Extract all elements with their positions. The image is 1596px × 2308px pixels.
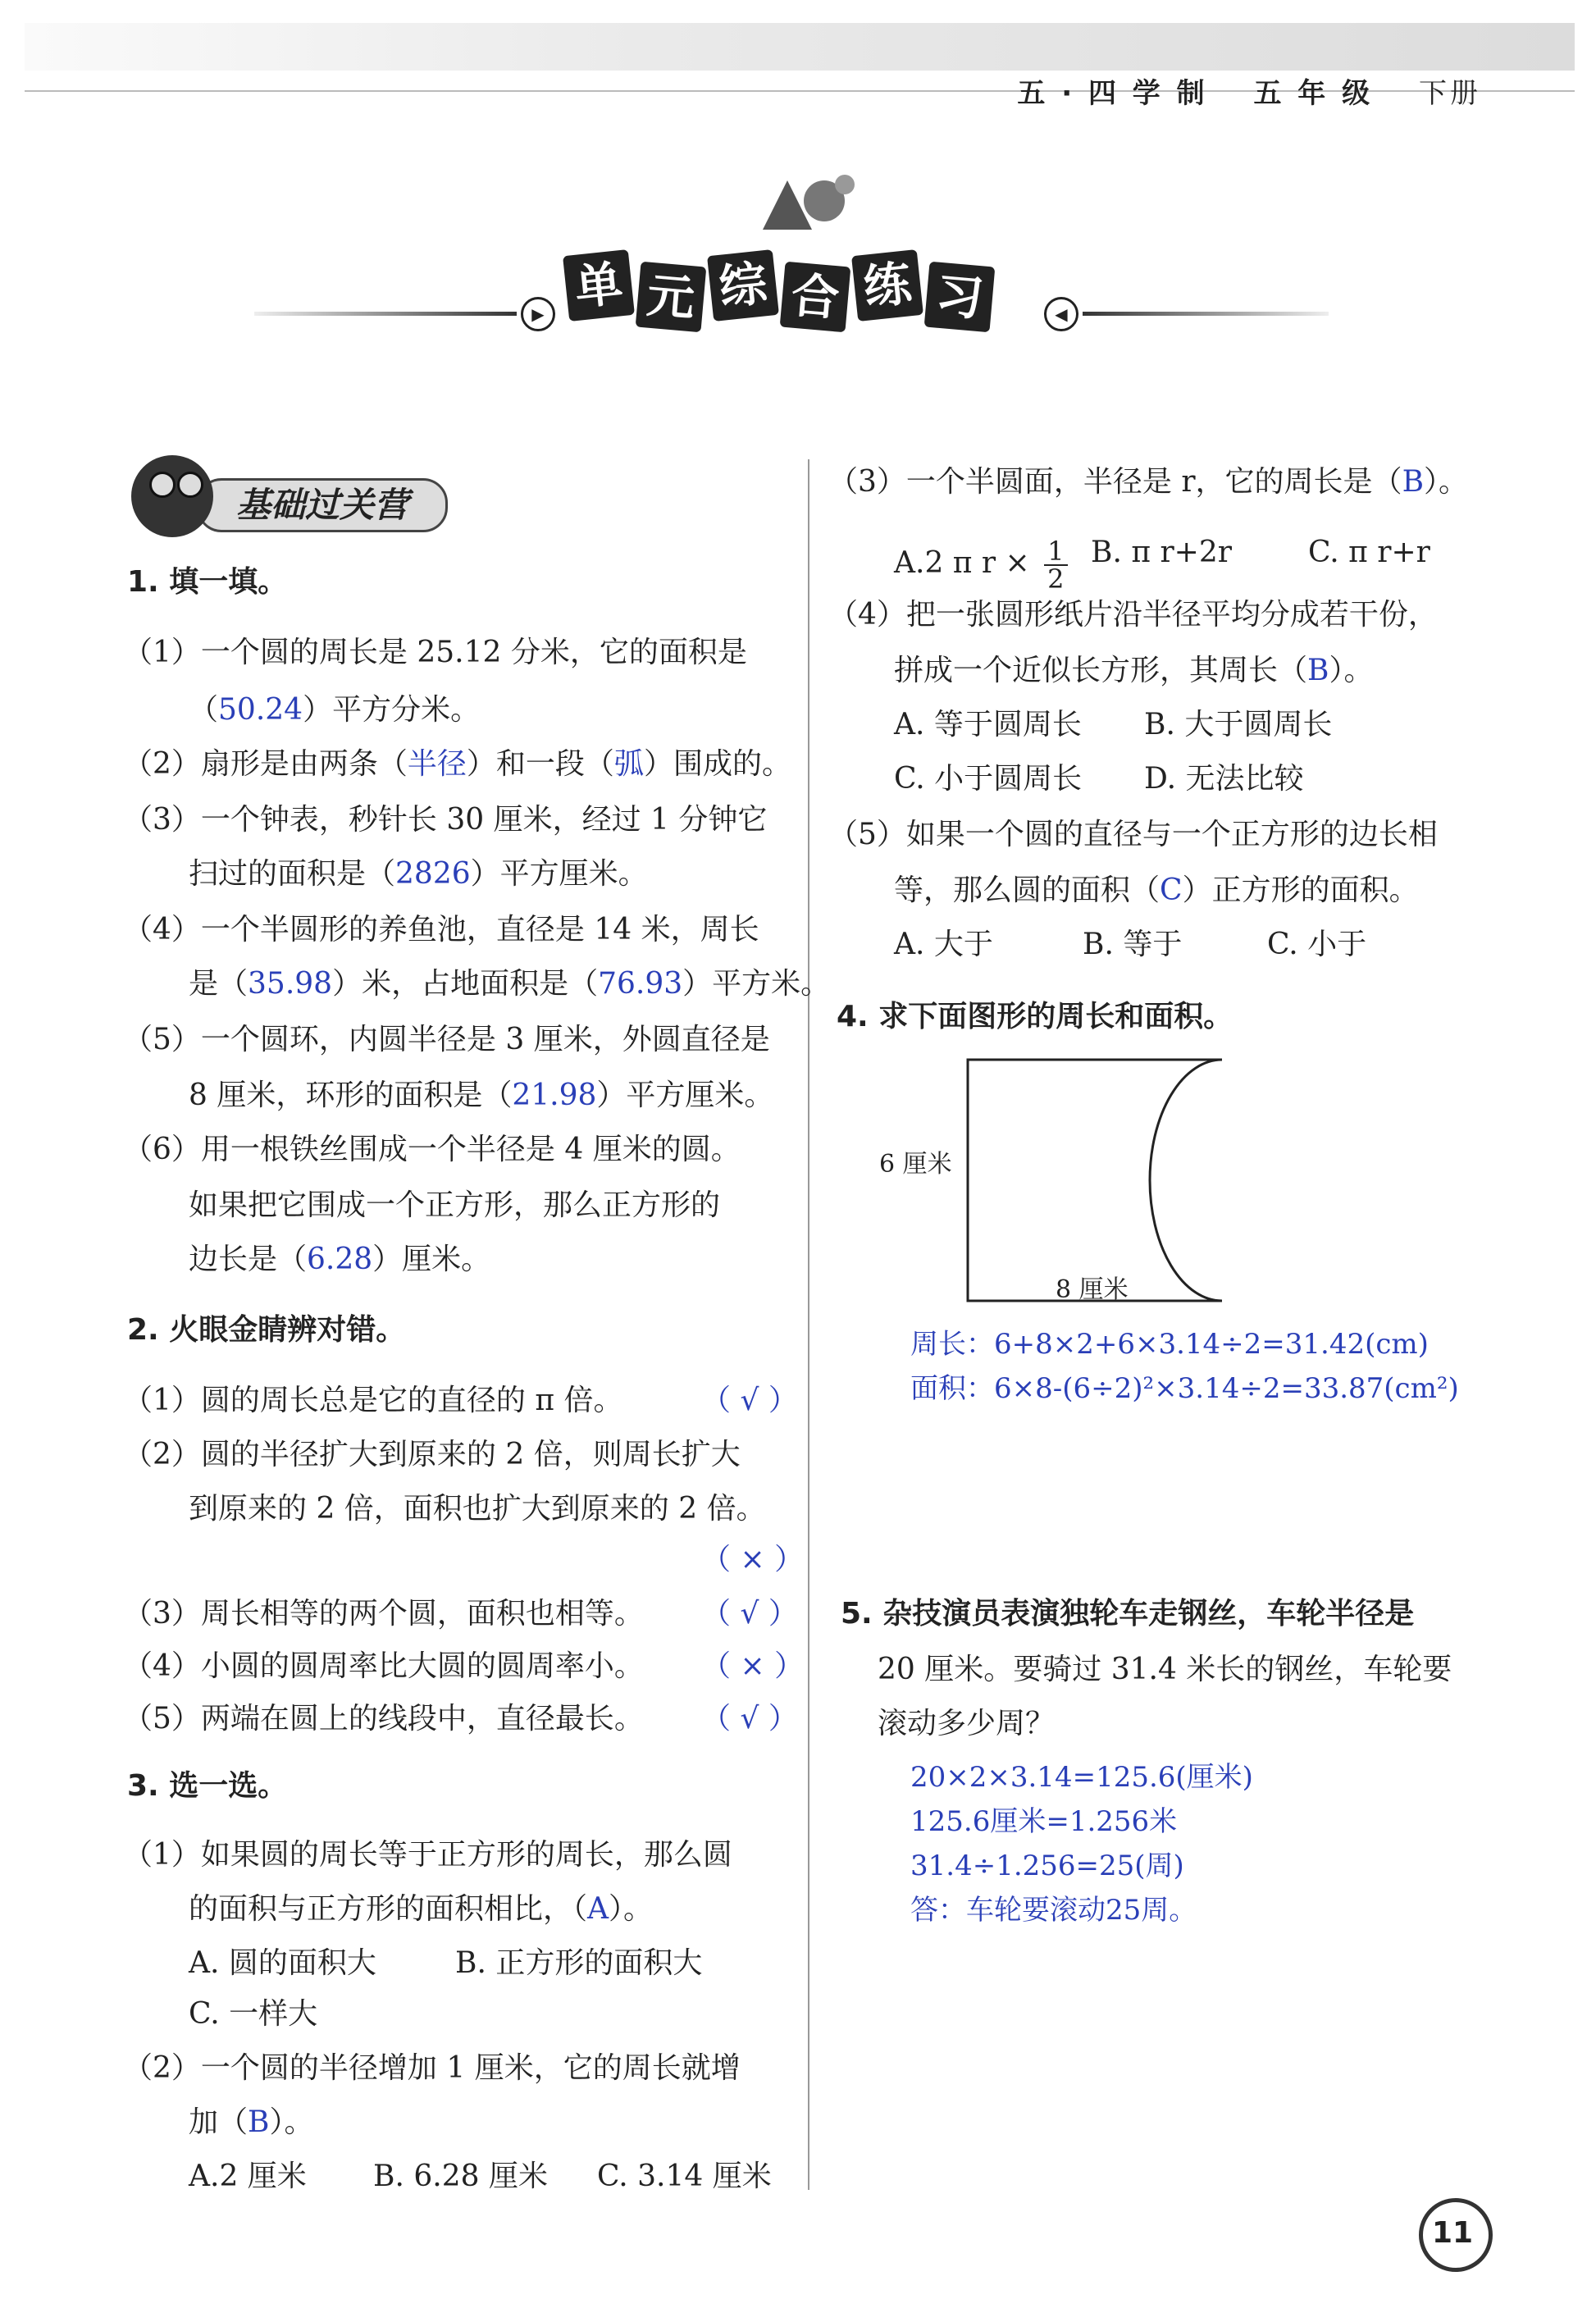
q3-line: 的面积与正方形的面积相比，（A）。 bbox=[189, 1892, 654, 1926]
q3-option: C. π r+r bbox=[1308, 536, 1430, 569]
banner-char: 合 bbox=[780, 262, 851, 333]
banner-char: 元 bbox=[636, 262, 707, 333]
fraction: $\frac{1}{2}$ bbox=[1044, 538, 1067, 592]
q3-line: （5）如果一个圆的直径与一个正方形的边长相 bbox=[828, 818, 1438, 851]
q5-line: 5. 杂技演员表演独轮车走钢丝，车轮半径是 bbox=[841, 1597, 1415, 1631]
q1-title: 1. 填一填。 bbox=[127, 565, 288, 599]
q3-line: 等，那么圆的面积（C）正方形的面积。 bbox=[894, 873, 1419, 907]
q2-item: 到原来的 2 倍，面积也扩大到原来的 2 倍。 bbox=[189, 1492, 766, 1526]
answer: 半径 bbox=[407, 747, 467, 781]
answer: 35.98 bbox=[248, 967, 333, 1001]
q1-line: （2）扇形是由两条（半径）和一段（弧）围成的。 bbox=[123, 747, 791, 781]
banner-title bbox=[566, 253, 992, 330]
q3-option: C. 一样大 bbox=[189, 1997, 318, 2031]
banner-char: 单 bbox=[563, 249, 635, 322]
banner-char: 综 bbox=[707, 249, 779, 322]
q4-answer-perimeter: 周长：6+8×2+6×3.14÷2=31.42(cm) bbox=[910, 1328, 1429, 1361]
q4-title: 4. 求下面图形的周长和面积。 bbox=[837, 1000, 1233, 1033]
q5-answer: 31.4÷1.256=25(周) bbox=[910, 1850, 1184, 1882]
answer: 50.24 bbox=[218, 693, 303, 727]
answer: A bbox=[587, 1892, 609, 1926]
q3-option: D. 无法比较 bbox=[1144, 762, 1304, 796]
page-number-badge bbox=[1419, 2198, 1493, 2272]
q3-option: C. 小于圆周长 bbox=[894, 762, 1083, 796]
answer: 2826 bbox=[395, 857, 471, 891]
frog-icon bbox=[131, 455, 213, 537]
banner-rule-left bbox=[254, 312, 517, 316]
q3-option: A. 圆的面积大 bbox=[189, 1946, 376, 1980]
page-number: 11 bbox=[1432, 2216, 1474, 2250]
section-badge bbox=[131, 455, 459, 537]
header-band bbox=[25, 23, 1575, 71]
header-volume: 下册 bbox=[1419, 77, 1481, 110]
arrow-right-icon: ▶ bbox=[521, 297, 555, 331]
frog-eye-icon bbox=[177, 472, 203, 498]
q3-line: 加（B）。 bbox=[189, 2105, 314, 2139]
header-system: 五 · 四 学 制 bbox=[1017, 77, 1208, 110]
q4-answer-area: 面积：6×8-(6÷2)²×3.14÷2=33.87(cm²) bbox=[910, 1372, 1459, 1405]
q1-line: （4）一个半圆形的养鱼池，直径是 14 米，周长 bbox=[123, 913, 759, 946]
banner-char: 习 bbox=[924, 262, 996, 333]
rectangle-minus-semicircle-shape bbox=[968, 1060, 1222, 1304]
banner-char: 练 bbox=[851, 249, 923, 322]
judge-mark: （ × ） bbox=[701, 1543, 805, 1576]
header-grade: 五 年 级 bbox=[1253, 77, 1374, 110]
answer: C bbox=[1160, 873, 1183, 907]
answer: B bbox=[1307, 654, 1329, 687]
q3-line: （2）一个圆的半径增加 1 厘米，它的周长就增 bbox=[123, 2051, 741, 2085]
q1-line: 8 厘米，环形的面积是（21.98）平方厘米。 bbox=[189, 1079, 774, 1112]
q3-option: C. 小于 bbox=[1267, 928, 1367, 961]
q3-option: A.2 π r × $\frac{1}{2}$ bbox=[894, 538, 1068, 592]
q3-option: B. 正方形的面积大 bbox=[455, 1946, 703, 1980]
judge-mark: （ × ） bbox=[701, 1649, 805, 1683]
column-divider bbox=[808, 459, 809, 2190]
q2-item: （1）圆的周长总是它的直径的 π 倍。 bbox=[123, 1384, 623, 1417]
frog-eye-icon bbox=[149, 472, 176, 498]
q5-line: 滚动多少周？ bbox=[878, 1707, 1056, 1740]
q1-line: 扫过的面积是（2826）平方厘米。 bbox=[189, 857, 648, 891]
judge-mark: （ √ ） bbox=[701, 1702, 798, 1736]
q3-option: B. π r+2r bbox=[1091, 536, 1232, 569]
q2-item: （5）两端在圆上的线段中，直径最长。 bbox=[123, 1702, 644, 1736]
unit-banner bbox=[246, 238, 1329, 336]
section-title: 基础过关营 bbox=[197, 478, 448, 532]
judge-mark: （ √ ） bbox=[701, 1384, 798, 1417]
q3-option: B. 6.28 厘米 bbox=[373, 2160, 548, 2193]
answer: B bbox=[1402, 465, 1425, 499]
q3-option: A. 大于 bbox=[894, 928, 993, 961]
q5-answer: 答：车轮要滚动25周。 bbox=[910, 1894, 1197, 1927]
q2-item: （4）小圆的圆周率比大圆的圆周率小。 bbox=[123, 1649, 644, 1683]
q3-option: A.2 厘米 bbox=[189, 2160, 307, 2193]
decoration-illustration bbox=[755, 164, 861, 238]
q3-option: B. 大于圆周长 bbox=[1144, 708, 1333, 741]
answer: B bbox=[248, 2105, 270, 2139]
q5-answer: 20×2×3.14=125.6(厘米) bbox=[910, 1761, 1253, 1794]
shape-figure bbox=[869, 1050, 1247, 1312]
q1-line: 边长是（6.28）厘米。 bbox=[189, 1243, 491, 1276]
q2-item: （2）圆的半径扩大到原来的 2 倍，则周长扩大 bbox=[123, 1438, 741, 1471]
q2-item: （3）周长相等的两个圆，面积也相等。 bbox=[123, 1597, 644, 1631]
q3-option: C. 3.14 厘米 bbox=[597, 2160, 772, 2193]
answer: 6.28 bbox=[307, 1243, 373, 1276]
q1-line: 是（35.98）米，占地面积是（76.93）平方米。 bbox=[189, 967, 831, 1001]
q1-line: （3）一个钟表，秒针长 30 厘米，经过 1 分钟它 bbox=[123, 803, 768, 837]
q1-line: （6）用一根铁丝围成一个半径是 4 厘米的圆。 bbox=[123, 1133, 741, 1166]
q5-answer: 125.6厘米=1.256米 bbox=[910, 1805, 1178, 1838]
q3-line: （3）一个半圆面，半径是 r，它的周长是（B）。 bbox=[828, 465, 1469, 499]
q3-line: （4）把一张圆形纸片沿半径平均分成若干份， bbox=[828, 598, 1438, 632]
q3-option: B. 等于 bbox=[1083, 928, 1183, 961]
banner-rule-right bbox=[1083, 312, 1329, 316]
q1-line: （1）一个圆的周长是 25.12 分米，它的面积是 bbox=[123, 636, 747, 669]
q3-line: （1）如果圆的周长等于正方形的周长，那么圆 bbox=[123, 1838, 732, 1872]
arrow-left-icon: ◀ bbox=[1044, 297, 1078, 331]
q1-line: （50.24）平方分米。 bbox=[189, 693, 481, 727]
answer: 76.93 bbox=[598, 967, 683, 1001]
answer: 弧 bbox=[613, 747, 644, 781]
q1-line: 如果把它围成一个正方形，那么正方形的 bbox=[189, 1188, 721, 1222]
q2-title: 2. 火眼金睛辨对错。 bbox=[127, 1313, 406, 1347]
header-info bbox=[984, 71, 1481, 111]
figure-height-label: 6 厘米 bbox=[879, 1150, 952, 1179]
q3-line: 拼成一个近似长方形，其周长（B）。 bbox=[894, 654, 1374, 687]
q3-option: A. 等于圆周长 bbox=[894, 708, 1082, 741]
q1-line: （5）一个圆环，内圆半径是 3 厘米，外圆直径是 bbox=[123, 1023, 770, 1056]
q3-title: 3. 选一选。 bbox=[127, 1769, 288, 1803]
judge-mark: （ √ ） bbox=[701, 1597, 798, 1631]
q5-line: 20 厘米。要骑过 31.4 米长的钢丝，车轮要 bbox=[878, 1653, 1452, 1686]
answer: 21.98 bbox=[512, 1079, 597, 1112]
figure-width-label: 8 厘米 bbox=[1056, 1275, 1129, 1304]
